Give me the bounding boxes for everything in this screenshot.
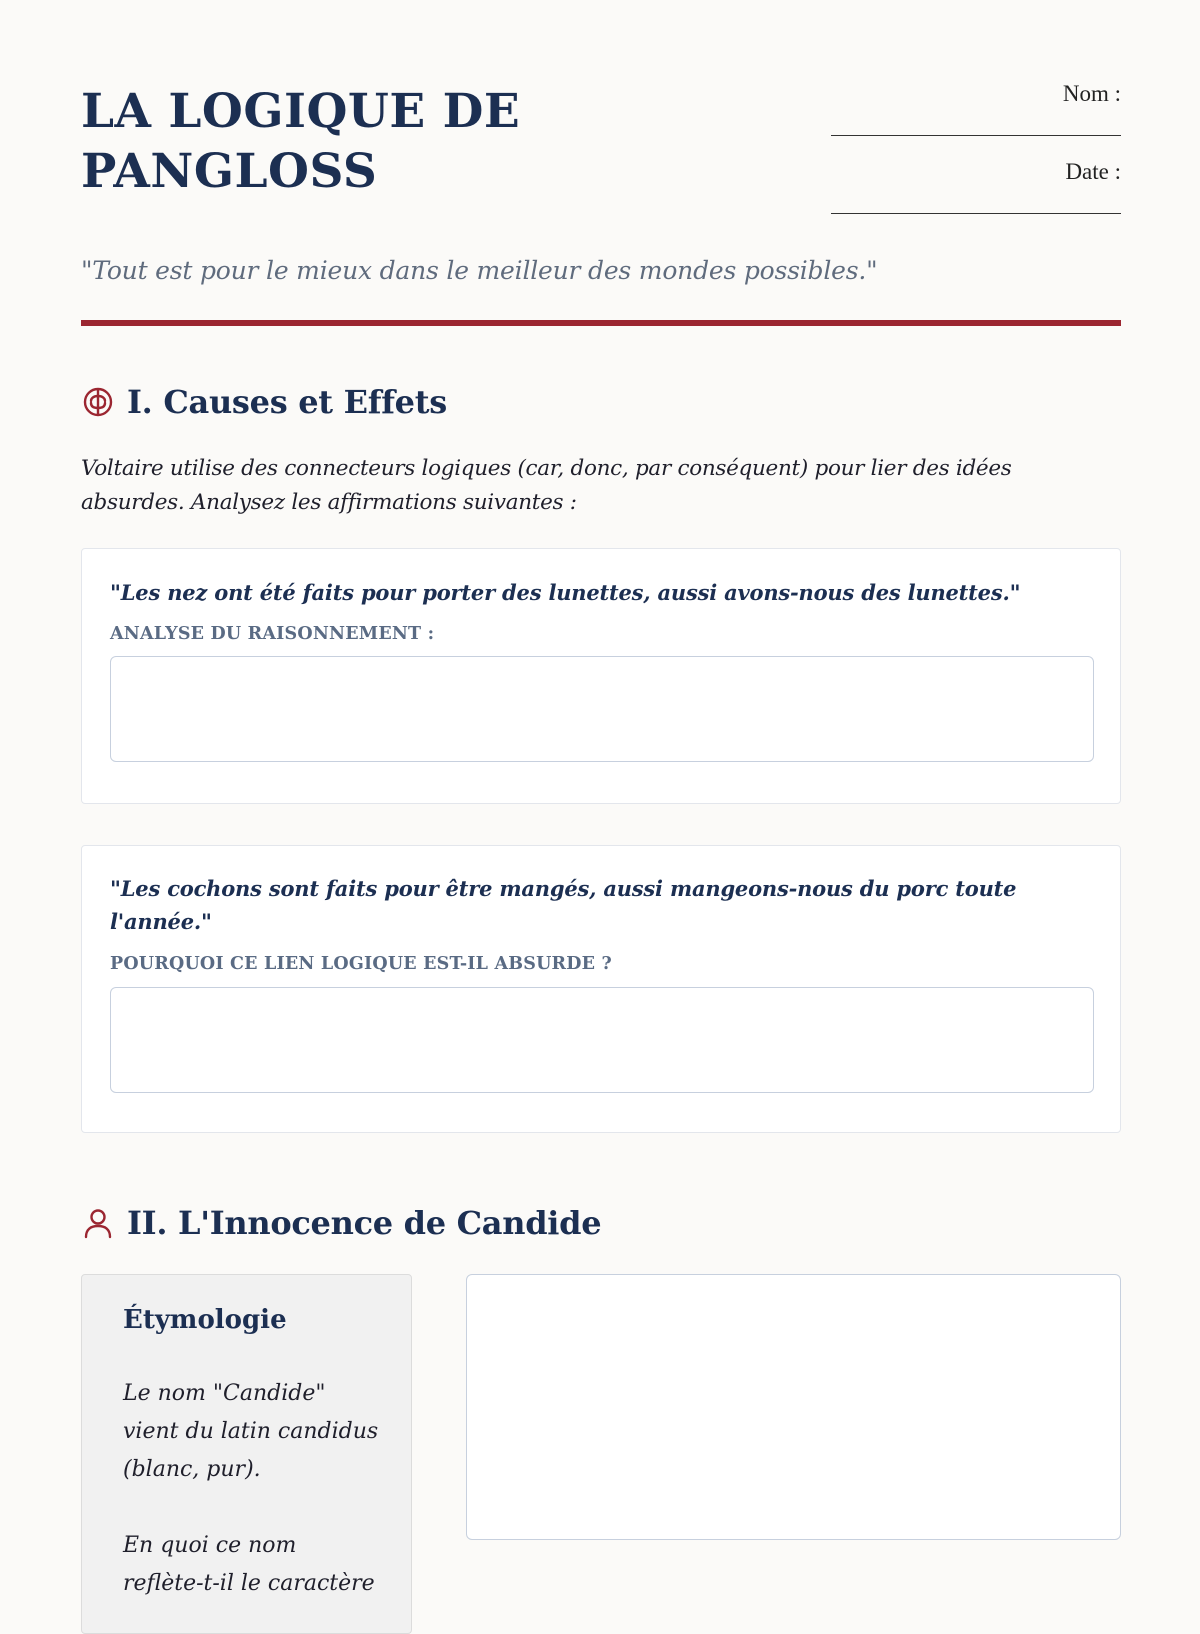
question-2-answer[interactable]	[110, 987, 1094, 1093]
question-1-answer[interactable]	[110, 656, 1094, 762]
etymology-paragraph-2: En quoi ce nom reflète-t-il le caractère	[123, 1533, 375, 1596]
title-line-2: PANGLOSS	[81, 144, 378, 199]
name-line[interactable]	[831, 134, 1121, 136]
section-1-heading	[81, 383, 447, 421]
worksheet-page	[81, 0, 1121, 1600]
date-field	[831, 158, 1121, 214]
section-2-title: II. L'Innocence de Candide	[127, 1204, 602, 1242]
question-1-prompt: ANALYSE DU RAISONNEMENT :	[110, 624, 435, 644]
date-line[interactable]	[831, 212, 1121, 214]
student-fields	[831, 80, 1121, 236]
question-2-prompt: POURQUOI CE LIEN LOGIQUE EST-IL ABSURDE ?	[110, 954, 612, 974]
question-1-statement: "Les nez ont été faits pour porter des lunettes, aussi avons-nous des lunettes."	[110, 580, 1021, 605]
header-divider	[81, 320, 1121, 326]
brain-icon	[81, 385, 115, 419]
section-1-intro: Voltaire utilise des connecteurs logiques (car, donc, par conséquent) pour lier des idées absurdes. Analysez les affirmations suivantes :	[81, 456, 1012, 515]
date-label: Date :	[1065, 159, 1121, 184]
section-1-title: I. Causes et Effets	[127, 383, 447, 421]
question-card-1	[81, 548, 1121, 804]
etymology-paragraph-1: Le nom "Candide" vient du latin candidus (blanc, pur).	[123, 1381, 379, 1482]
name-label: Nom :	[1062, 81, 1121, 106]
page-title	[81, 82, 681, 202]
epigraph-quote: "Tout est pour le mieux dans le meilleur des mondes possibles."	[81, 256, 878, 285]
etymology-heading: Étymologie	[123, 1305, 287, 1335]
name-field	[831, 80, 1121, 136]
person-icon	[81, 1206, 115, 1240]
etymology-aside	[81, 1274, 412, 1634]
section-2-heading	[81, 1204, 601, 1242]
question-card-2	[81, 845, 1121, 1133]
title-line-1: LA LOGIQUE DE	[81, 84, 521, 139]
section-2-answer[interactable]	[466, 1274, 1121, 1540]
question-2-statement: "Les cochons sont faits pour être mangés, aussi mangeons-nous du porc toute l'année."	[110, 876, 1017, 934]
